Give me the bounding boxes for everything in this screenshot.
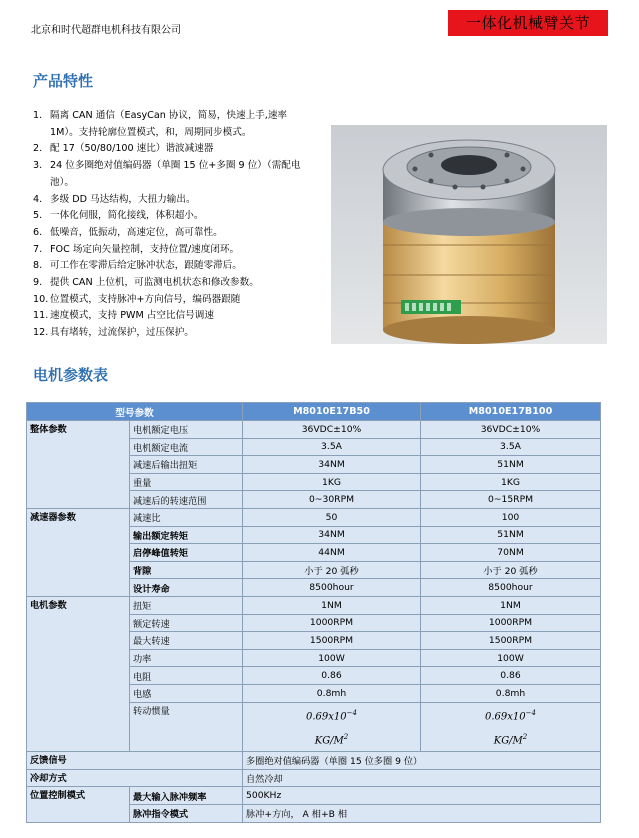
row-label: 启停峰值转矩 — [130, 544, 243, 562]
cell-value: 小于 20 弧秒 — [243, 561, 421, 579]
row-label: 减速比 — [130, 508, 243, 526]
cell-value: 51NM — [421, 526, 601, 544]
row-label: 背隙 — [130, 561, 243, 579]
feedback-label: 反馈信号 — [27, 752, 243, 770]
cell-value: 500KHz — [243, 787, 601, 805]
table-row — [27, 596, 601, 614]
row-label: 转动惯量 — [130, 702, 243, 752]
row-label: 电机额定电流 — [130, 438, 243, 456]
features-heading: 产品特性 — [33, 72, 94, 90]
group-overall: 整体参数 — [27, 421, 130, 509]
list-item: 1. 隔离 CAN 通信（EasyCan 协议，简易，快速上手,速率 1M）。支持轮廓位置模式，和，周期同步模式。 — [33, 110, 288, 138]
cell-value: 1NM — [243, 596, 421, 614]
list-item: 9. 提供 CAN 上位机，可监测电机状态和修改参数。 — [33, 277, 259, 289]
cell-value: $0.69x10^{-4}$ $KG/M^2$ — [421, 702, 601, 752]
cell-value: $0.69x10^{-4}$ $KG/M^2$ — [243, 702, 421, 752]
list-item: 2. 配 17（50/80/100 速比）谐波减速器 — [33, 143, 214, 155]
cell-value: 34NM — [243, 526, 421, 544]
cell-value: 8500hour — [243, 579, 421, 597]
table-header-row — [27, 403, 601, 421]
cell-value: 脉冲+方向， A 相+B 相 — [243, 804, 601, 822]
row-label: 额定转速 — [130, 614, 243, 632]
list-item: 12. 具有堵转，过流保护，过压保护。 — [33, 327, 194, 339]
document-title-badge: 一体化机械臂关节 — [448, 10, 608, 36]
model-label: 型号参数 — [27, 403, 243, 421]
group-reducer: 减速器参数 — [27, 508, 130, 596]
cell-value: 100W — [243, 649, 421, 667]
row-label: 重量 — [130, 473, 243, 491]
table-row — [27, 421, 601, 439]
row-label: 电机额定电压 — [130, 421, 243, 439]
cell-value: 1KG — [421, 473, 601, 491]
row-label: 电感 — [130, 684, 243, 702]
cell-value: 36VDC±10% — [421, 421, 601, 439]
row-label: 设计寿命 — [130, 579, 243, 597]
parameter-table — [26, 402, 601, 823]
list-item: 11. 速度模式，支持 PWM 占空比信号调速 — [33, 310, 214, 322]
table-row — [27, 769, 601, 787]
position-control-label: 位置控制模式 — [27, 787, 130, 822]
cell-value: 8500hour — [421, 579, 601, 597]
feedback-value: 多圈绝对值编码器（单圈 15 位多圈 9 位） — [243, 752, 601, 770]
row-label: 减速后的转速范围 — [130, 491, 243, 509]
cell-value: 小于 20 弧秒 — [421, 561, 601, 579]
model-col1: M8010E17B50 — [243, 403, 421, 421]
cell-value: 50 — [243, 508, 421, 526]
actuator-photo — [331, 125, 607, 344]
cell-value: 0.8mh — [243, 684, 421, 702]
model-col2: M8010E17B100 — [421, 403, 601, 421]
cell-value: 1000RPM — [421, 614, 601, 632]
list-item: 8. 可工作在零滞后给定脉冲状态，跟随零滞后。 — [33, 260, 242, 272]
cell-value: 1500RPM — [243, 632, 421, 650]
cell-value: 34NM — [243, 456, 421, 474]
params-heading: 电机参数表 — [33, 366, 109, 384]
list-item: 5. 一体化伺服，简化接线，体积超小。 — [33, 210, 204, 222]
cell-value: 1500RPM — [421, 632, 601, 650]
row-label: 功率 — [130, 649, 243, 667]
feature-list — [33, 108, 318, 342]
table-row — [27, 787, 601, 805]
list-item: 6. 低噪音，低振动，高速定位，高可靠性。 — [33, 226, 223, 238]
row-label: 扭矩 — [130, 596, 243, 614]
cell-value: 44NM — [243, 544, 421, 562]
table-row — [27, 752, 601, 770]
cell-value: 36VDC±10% — [243, 421, 421, 439]
list-item: 10. 位置模式，支持脉冲+方向信号，编码器跟随 — [33, 293, 241, 305]
list-item: 7. FOC 场定向矢量控制，支持位置/速度闭环。 — [33, 243, 240, 255]
cell-value: 1NM — [421, 596, 601, 614]
table-row — [27, 508, 601, 526]
cell-value: 1000RPM — [243, 614, 421, 632]
cell-value: 0.86 — [243, 667, 421, 685]
cell-value: 0~15RPM — [421, 491, 601, 509]
cell-value: 1KG — [243, 473, 421, 491]
cooling-value: 自然冷却 — [243, 769, 601, 787]
cell-value: 3.5A — [421, 438, 601, 456]
row-label: 最大输入脉冲频率 — [130, 787, 243, 805]
list-item: 3. 24 位多圈绝对值编码器（单圈 15 位+多圈 9 位）（需配电池）。 — [33, 160, 301, 188]
cell-value: 3.5A — [243, 438, 421, 456]
list-item: 4. 多级 DD 马达结构，大扭力输出。 — [33, 193, 196, 205]
row-label: 减速后输出扭矩 — [130, 456, 243, 474]
cooling-label: 冷却方式 — [27, 769, 243, 787]
row-label: 最大转速 — [130, 632, 243, 650]
cell-value: 100 — [421, 508, 601, 526]
cell-value: 100W — [421, 649, 601, 667]
group-motor: 电机参数 — [27, 596, 130, 751]
row-label: 电阻 — [130, 667, 243, 685]
cell-value: 70NM — [421, 544, 601, 562]
cell-value: 0~30RPM — [243, 491, 421, 509]
cell-value: 0.86 — [421, 667, 601, 685]
cell-value: 0.8mh — [421, 684, 601, 702]
company-name: 北京和时代超群电机科技有限公司 — [31, 25, 181, 36]
row-label: 输出额定转矩 — [130, 526, 243, 544]
cell-value: 51NM — [421, 456, 601, 474]
row-label: 脉冲指令模式 — [130, 804, 243, 822]
